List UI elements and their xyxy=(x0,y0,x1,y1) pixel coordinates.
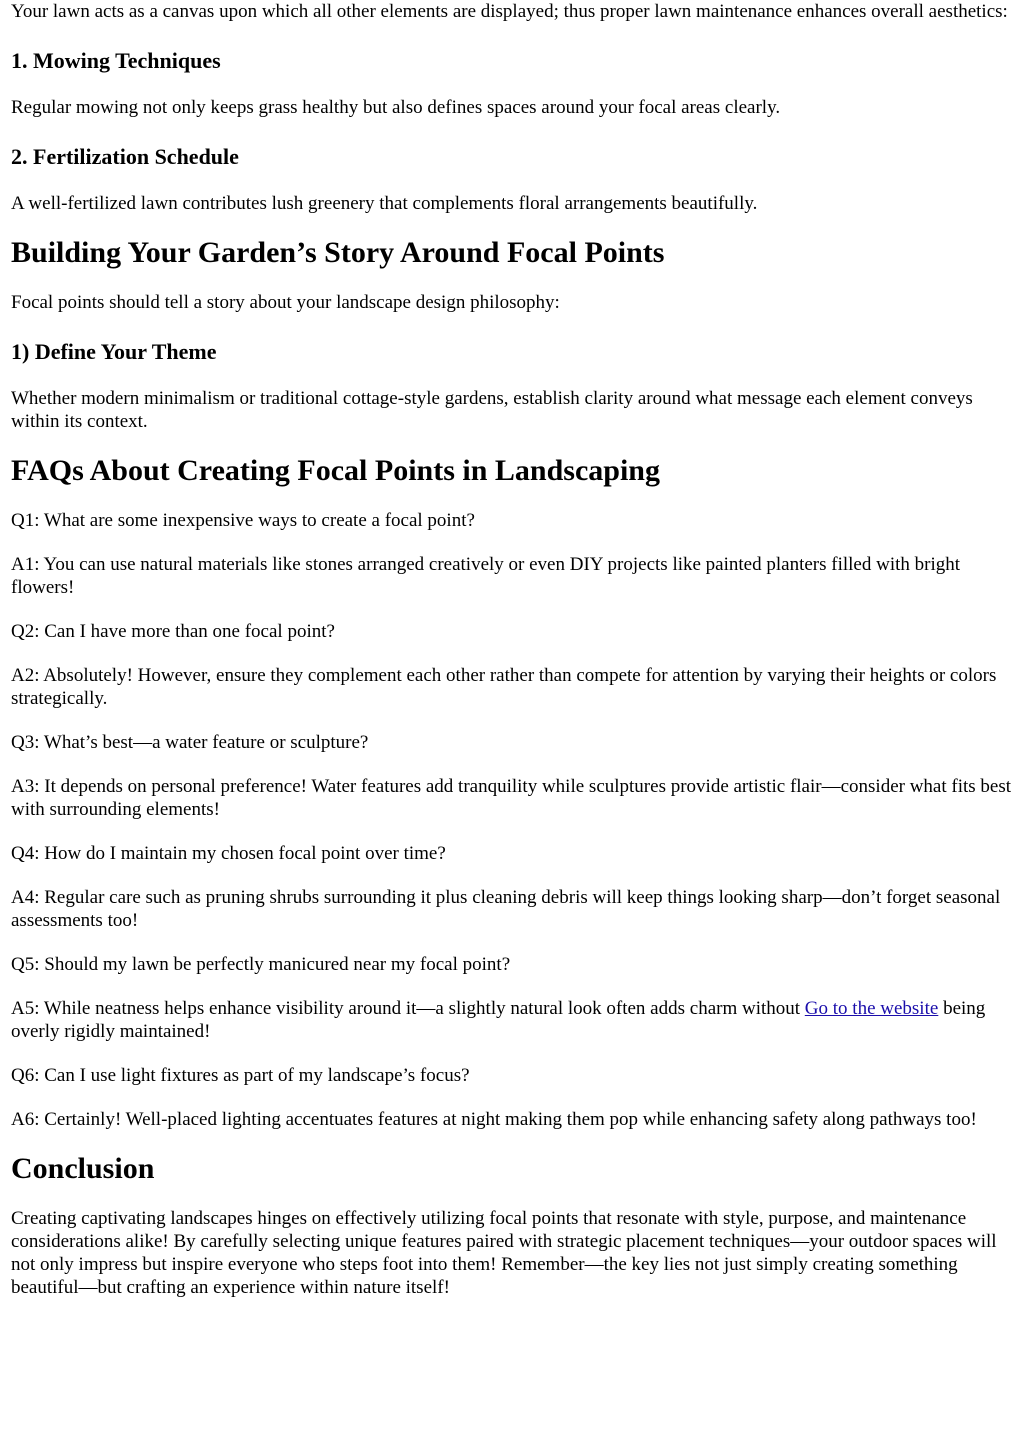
theme-heading: 1) Define Your Theme xyxy=(11,339,217,364)
faq-a1: A1: You can use natural materials like stones arranged creatively or even DIY projects like painted planters filled with bright flowers! xyxy=(11,554,961,598)
lawn-intro-paragraph: Your lawn acts as a canvas upon which all other elements are displayed; thus proper lawn maintenance enhances overall aesthetics: xyxy=(11,1,1008,22)
website-link[interactable]: Go to the website xyxy=(804,998,939,1019)
fertilization-paragraph: A well-fertilized lawn contributes lush greenery that complements floral arrangements beautifully. xyxy=(11,193,758,214)
mowing-paragraph: Regular mowing not only keeps grass healthy but also defines spaces around your focal areas clearly. xyxy=(11,97,781,118)
theme-paragraph: Whether modern minimalism or traditional cottage-style gardens, establish clarity around what message each element conveys within its context. xyxy=(11,388,973,432)
faq-q2: Q2: Can I have more than one focal point? xyxy=(11,621,335,642)
faq-a4: A4: Regular care such as pruning shrubs surrounding it plus cleaning debris will keep things looking sharp—don’t forget seasonal assessments too! xyxy=(11,887,1001,931)
faqs-heading: FAQs About Creating Focal Points in Landscaping xyxy=(11,454,660,487)
faq-a5-text-after: being overly rigidly maintained! xyxy=(11,998,986,1042)
faq-q4: Q4: How do I maintain my chosen focal point over time? xyxy=(11,843,446,864)
faq-q3: Q3: What’s best—a water feature or sculpture? xyxy=(11,732,369,753)
faq-a2: A2: Absolutely! However, ensure they complement each other rather than compete for attention by varying their heights or colors strategically. xyxy=(11,665,997,709)
faq-q6: Q6: Can I use light fixtures as part of my landscape’s focus? xyxy=(11,1065,470,1086)
faq-a6: A6: Certainly! Well-placed lighting accentuates features at night making them pop while enhancing safety along pathways too! xyxy=(11,1109,977,1130)
story-heading: Building Your Garden’s Story Around Focal Points xyxy=(11,236,665,269)
fertilization-heading: 2. Fertilization Schedule xyxy=(11,144,239,169)
faq-a5 xyxy=(11,997,1013,1043)
story-intro-paragraph: Focal points should tell a story about your landscape design philosophy: xyxy=(11,292,560,313)
conclusion-heading: Conclusion xyxy=(11,1152,155,1185)
mowing-heading: 1. Mowing Techniques xyxy=(11,48,221,73)
faq-q1: Q1: What are some inexpensive ways to create a focal point? xyxy=(11,510,475,531)
conclusion-paragraph: Creating captivating landscapes hinges on effectively utilizing focal points that resonate with style, purpose, and maintenance considerations alike! By carefully selecting unique features paired with strategic placement techniques—your outdoor spaces will not only impress but inspire everyone who steps foot into them! Remember—the key lies not just simply creating something beautiful—but crafting an experience within nature itself! xyxy=(11,1208,997,1298)
faq-a5-text-before: A5: While neatness helps enhance visibility around it—a slightly natural look often adds charm without xyxy=(11,998,805,1019)
faq-q5: Q5: Should my lawn be perfectly manicured near my focal point? xyxy=(11,954,511,975)
faq-a3: A3: It depends on personal preference! Water features add tranquility while sculptures provide artistic flair—consider what fits best with surrounding elements! xyxy=(11,776,1012,820)
